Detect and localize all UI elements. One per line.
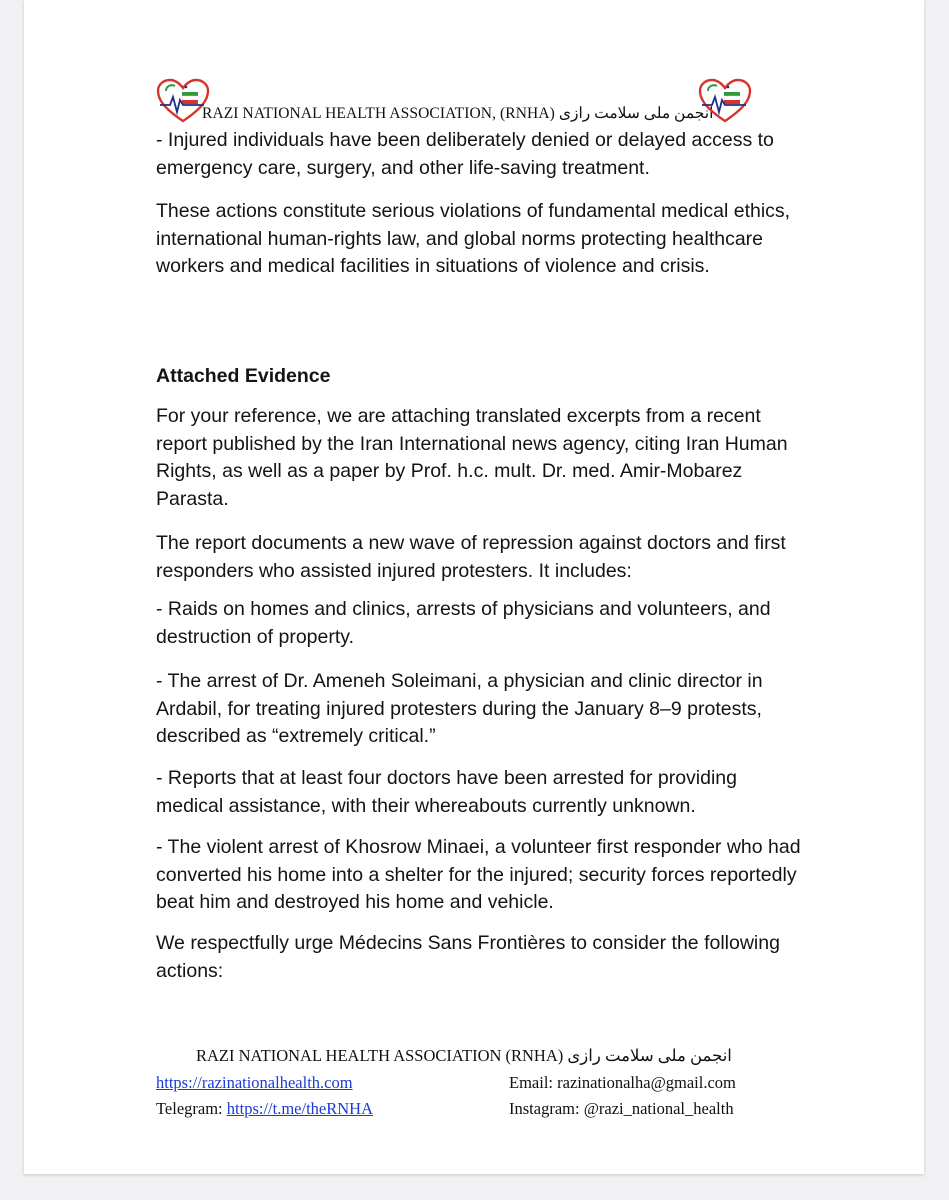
document-page bbox=[24, 0, 924, 1174]
instagram-label: Instagram: bbox=[509, 1099, 580, 1118]
list-item-arrest-soleimani bbox=[156, 668, 806, 751]
paragraph-text: - The arrest of Dr. Ameneh Soleimani, a physician and clinic director in Ardabil, for treating injured protesters during the January 8–9 protests, described as “extremely critical.” bbox=[156, 670, 763, 748]
website-link[interactable]: https://razinationalhealth.com bbox=[156, 1073, 353, 1092]
paragraph-text: - The violent arrest of Khosrow Minaei, a volunteer first responder who had converted his home into a shelter for the injured; security forces reportedly beat him and destroyed his home and vehicle. bbox=[156, 836, 801, 914]
paragraph-report bbox=[156, 530, 806, 585]
footer-instagram-line bbox=[509, 1099, 734, 1119]
paragraph-urge-msf bbox=[156, 930, 806, 985]
paragraph-violations bbox=[156, 198, 806, 281]
email-label: Email: bbox=[509, 1073, 553, 1092]
list-item-four-doctors bbox=[156, 765, 806, 820]
footer-email-line bbox=[509, 1073, 736, 1093]
telegram-link[interactable]: https://t.me/theRNHA bbox=[226, 1099, 373, 1118]
list-item-arrest-minaei bbox=[156, 834, 806, 917]
section-heading: Attached Evidence bbox=[156, 365, 331, 387]
footer-organization bbox=[196, 1046, 732, 1066]
letterhead-organization-fa: انجمن ملی سلامت رازی bbox=[558, 105, 714, 122]
paragraph-denied-care bbox=[156, 127, 806, 182]
paragraph-text: For your reference, we are attaching translated excerpts from a recent report published by the Iran International news agency, citing Iran Human Rights, as well as a paper by Prof. h.c. mult. Dr. med. Amir-Mobarez Parasta. bbox=[156, 405, 788, 510]
letterhead-organization: RAZI NATIONAL HEALTH ASSOCIATION, (RNHA) bbox=[202, 105, 555, 122]
footer-telegram-line bbox=[156, 1099, 373, 1119]
paragraph-text: - Injured individuals have been deliberately denied or delayed access to emergency care, surgery, and other life-saving treatment. bbox=[156, 129, 774, 179]
footer-organization-fa: انجمن ملی سلامت رازی bbox=[567, 1046, 732, 1065]
paragraph-reference bbox=[156, 403, 806, 513]
paragraph-text: These actions constitute serious violations of fundamental medical ethics, international human-rights law, and global norms protecting healthcare workers and medical facilities in situations of violence and crisis. bbox=[156, 200, 791, 278]
email-address: razinationalha@gmail.com bbox=[557, 1073, 736, 1092]
instagram-handle: @razi_national_health bbox=[583, 1099, 734, 1118]
paragraph-text: - Raids on homes and clinics, arrests of physicians and volunteers, and destruction of property. bbox=[156, 598, 771, 648]
paragraph-text: We respectfully urge Médecins Sans Frontières to consider the following actions: bbox=[156, 932, 780, 982]
telegram-label: Telegram: bbox=[156, 1099, 223, 1118]
footer-website-line bbox=[156, 1073, 353, 1093]
paragraph-text: - Reports that at least four doctors have been arrested for providing medical assistance, with their whereabouts currently unknown. bbox=[156, 767, 737, 817]
paragraph-text: The report documents a new wave of repression against doctors and first responders who assisted injured protesters. It includes: bbox=[156, 532, 786, 582]
list-item-raids bbox=[156, 596, 806, 651]
letterhead-title bbox=[202, 104, 713, 123]
footer-organization-name: RAZI NATIONAL HEALTH ASSOCIATION (RNHA) bbox=[196, 1046, 564, 1065]
heart-ecg-logo-icon bbox=[698, 78, 752, 124]
